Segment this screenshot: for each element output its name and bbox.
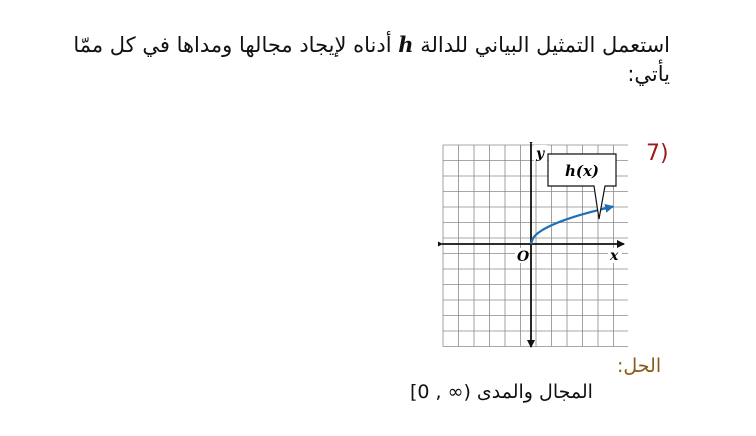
- function-variable: h: [398, 32, 414, 57]
- x-axis-label: x: [610, 248, 619, 264]
- question-number: 7): [646, 141, 669, 166]
- y-axis-label: y: [536, 146, 545, 162]
- instruction-part-2: أدناه لإيجاد مجالها ومداها في كل ممّا يأتي:: [73, 33, 670, 86]
- solution-label: الحل:: [617, 355, 662, 377]
- instruction-text: [30, 30, 670, 89]
- answer-text: المجال والمدى: [476, 381, 593, 403]
- answer-interval: [0 , ∞): [410, 381, 471, 403]
- function-graph: [438, 142, 628, 354]
- function-label: h(x): [564, 162, 600, 180]
- instruction-part-1: استعمل التمثيل البياني للدالة: [420, 33, 670, 57]
- origin-label: O: [517, 249, 530, 265]
- answer-line: [410, 381, 593, 403]
